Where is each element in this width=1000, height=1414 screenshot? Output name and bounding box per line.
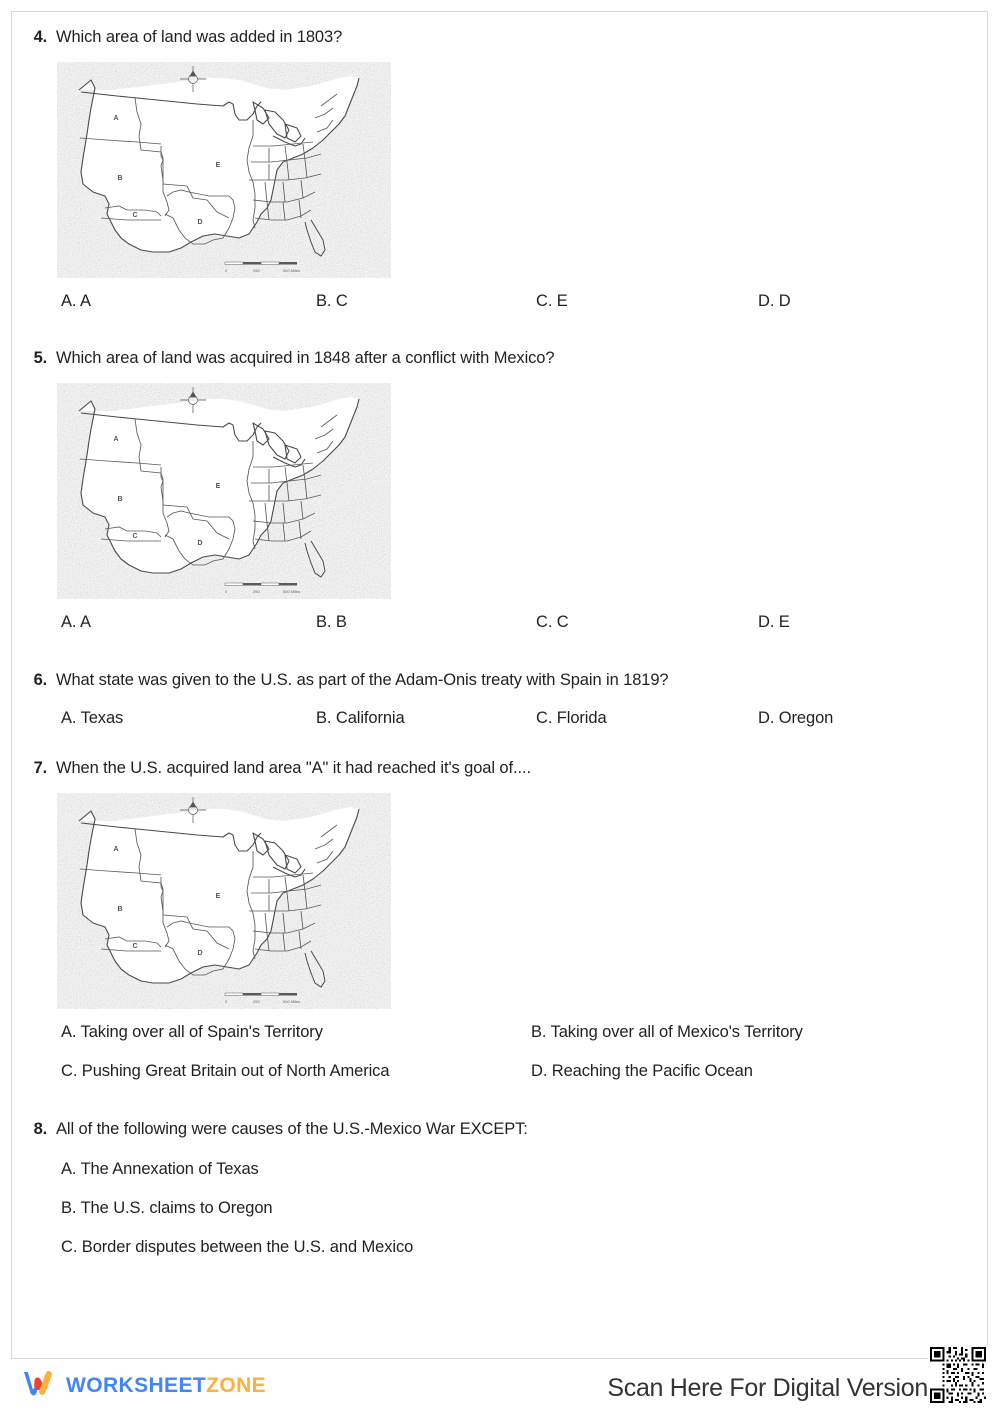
question-7 [30,759,970,1101]
map-region-label-c: C [132,942,138,950]
question-7-number: 7. [33,759,47,777]
question-6-options [61,709,970,735]
question-6-option-b[interactable]: B. California [316,708,405,727]
question-7-options-row-2 [61,1062,970,1101]
map-region-label-a: A [113,114,119,122]
question-7-map [57,793,391,1009]
map-region-label-a: A [113,845,119,853]
question-4-map [57,62,391,278]
question-4-heading [30,28,970,48]
map-region-label-d: D [197,949,203,957]
map-region-label-e: E [215,482,221,490]
question-8-prompt: All of the following were causes of the U.S.-Mexico War EXCEPT: [56,1120,528,1138]
question-7-option-a[interactable]: A. Taking over all of Spain's Territory [61,1022,323,1041]
question-4-options [61,292,970,318]
question-7-options [61,1023,970,1101]
map-region-label-b: B [117,174,123,182]
worksheet-zone-logo-icon [22,1368,56,1403]
question-5 [30,349,970,639]
question-8-option-c[interactable]: C. Border disputes between the U.S. and Mexico [61,1237,414,1256]
question-6-number: 6. [33,671,47,689]
map-region-label-d: D [197,539,203,547]
question-8-heading [30,1120,970,1140]
map-region-label-e: E [215,161,221,169]
question-4-option-b[interactable]: B. C [316,291,348,310]
question-4-option-c[interactable]: C. E [536,291,568,310]
svg-text:0: 0 [225,588,228,594]
map-region-label-d: D [197,218,203,226]
svg-text:250: 250 [253,588,260,594]
question-4-option-a[interactable]: A. A [61,291,91,310]
question-7-prompt: When the U.S. acquired land area "A" it had reached it's goal of.... [56,759,531,777]
svg-text:250: 250 [253,998,260,1004]
brand-worksheet-text: WORKSHEET [66,1373,207,1397]
map-region-label-c: C [132,211,138,219]
map-region-label-e: E [215,892,221,900]
map-region-label-c: C [132,532,138,540]
brand-zone-text: ZONE [206,1373,267,1397]
svg-text:0: 0 [225,267,228,273]
question-5-option-c[interactable]: C. C [536,612,569,631]
svg-text:500 Miles: 500 Miles [283,998,301,1004]
question-8-number: 8. [33,1120,47,1138]
question-4-number: 4. [33,28,47,46]
question-5-prompt: Which area of land was acquired in 1848 after a conflict with Mexico? [56,349,555,367]
question-6-option-d[interactable]: D. Oregon [758,708,834,727]
qr-code[interactable] [928,1345,988,1405]
map-region-label-a: A [113,435,119,443]
svg-text:500 Miles: 500 Miles [283,267,301,273]
svg-text:500 Miles: 500 Miles [283,588,301,594]
question-5-option-b[interactable]: B. B [316,612,347,631]
question-6 [30,671,970,735]
question-8-option-b[interactable]: B. The U.S. claims to Oregon [61,1198,273,1217]
brand-logo[interactable] [22,1368,266,1403]
page-footer [0,1364,1000,1414]
question-5-number: 5. [33,349,47,367]
question-8-options [61,1154,970,1271]
scan-here-label: Scan Here For Digital Version [607,1374,928,1402]
brand-wordmark [66,1374,266,1398]
question-6-option-a[interactable]: A. Texas [61,708,124,727]
svg-text:0: 0 [225,998,228,1004]
question-7-option-c[interactable]: C. Pushing Great Britain out of North America [61,1061,390,1080]
question-4-prompt: Which area of land was added in 1803? [56,28,343,46]
question-5-options [61,613,970,639]
question-4-option-d[interactable]: D. D [758,291,791,310]
question-5-heading [30,349,970,369]
question-5-option-d[interactable]: D. E [758,612,790,631]
question-7-options-row-1 [61,1023,970,1062]
question-6-prompt: What state was given to the U.S. as part of the Adam-Onis treaty with Spain in 1819? [56,671,669,689]
svg-text:250: 250 [253,267,260,273]
question-6-heading [30,671,970,691]
question-8-option-a[interactable]: A. The Annexation of Texas [61,1159,259,1178]
question-6-option-c[interactable]: C. Florida [536,708,607,727]
question-7-option-b[interactable]: B. Taking over all of Mexico's Territory [531,1022,803,1041]
question-4 [30,28,970,318]
question-7-option-d[interactable]: D. Reaching the Pacific Ocean [531,1061,753,1080]
question-7-heading [30,759,970,779]
map-region-label-b: B [117,495,123,503]
question-5-map [57,383,391,599]
question-8 [30,1120,970,1271]
question-5-option-a[interactable]: A. A [61,612,91,631]
map-region-label-b: B [117,905,123,913]
